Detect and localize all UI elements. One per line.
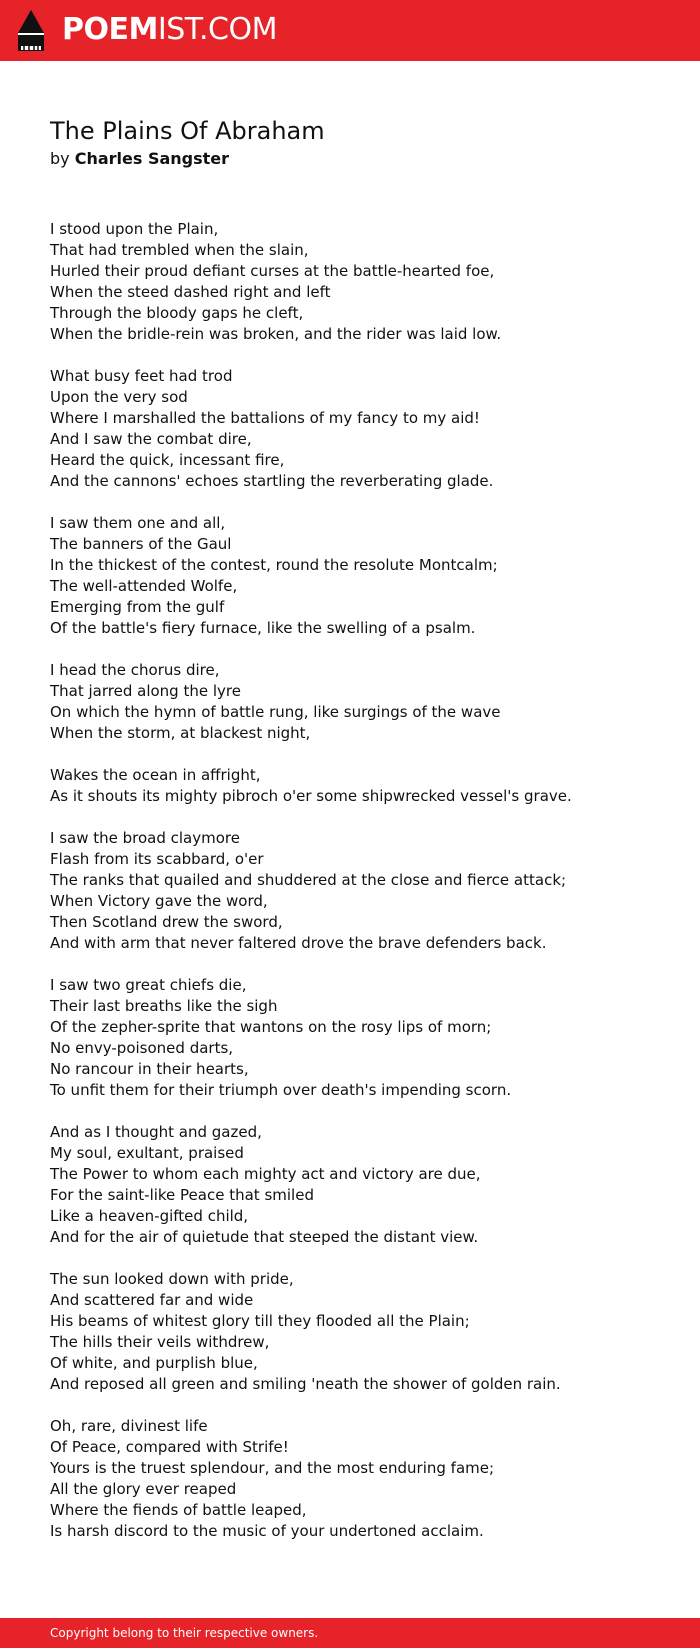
poem-line: On which the hymn of battle rung, like surgings of the wave: [50, 703, 501, 721]
poem-line: And I saw the combat dire,: [50, 430, 252, 448]
poem-line: No envy-poisoned darts,: [50, 1039, 234, 1057]
poem-line: That jarred along the lyre: [50, 682, 241, 700]
poem-line: What busy feet had trod: [50, 367, 233, 385]
poem-stanza: [50, 975, 670, 1101]
poem-line: Upon the very sod: [50, 388, 188, 406]
poem-line: Their last breaths like the sigh: [50, 997, 278, 1015]
poem-line: Of white, and purplish blue,: [50, 1354, 258, 1372]
by-label: by: [50, 149, 70, 168]
poem-line: When the storm, at blackest night,: [50, 724, 311, 742]
poem-stanza: [50, 828, 670, 954]
poem-line: To unfit them for their triumph over death's impending scorn.: [50, 1081, 512, 1099]
pencil-tip-icon: [17, 9, 45, 52]
poem-line: Of Peace, compared with Strife!: [50, 1438, 289, 1456]
poem-stanza: [50, 366, 670, 492]
site-header: [0, 0, 700, 61]
poem-line: Oh, rare, divinest life: [50, 1417, 208, 1435]
poem-line: And with arm that never faltered drove the brave defenders back.: [50, 934, 547, 952]
poem-line: Hurled their proud defiant curses at the battle-hearted foe,: [50, 262, 495, 280]
poem-line: Flash from its scabbard, o'er: [50, 850, 264, 868]
poem-line: Then Scotland drew the sword,: [50, 913, 283, 931]
poem-line: Where I marshalled the battalions of my fancy to my aid!: [50, 409, 480, 427]
poem-line: I head the chorus dire,: [50, 661, 220, 679]
poem-line: As it shouts its mighty pibroch o'er some shipwrecked vessel's grave.: [50, 787, 572, 805]
poem-stanza: [50, 1122, 670, 1248]
byline: [50, 147, 229, 171]
poem-line: And as I thought and gazed,: [50, 1123, 262, 1141]
site-footer: [0, 1618, 700, 1648]
poem-line: And the cannons' echoes startling the reverberating glade.: [50, 472, 494, 490]
poem-stanza: [50, 1269, 670, 1395]
poem-line: The banners of the Gaul: [50, 535, 232, 553]
poem-line: The well-attended Wolfe,: [50, 577, 238, 595]
poem-line: Emerging from the gulf: [50, 598, 225, 616]
poem-line: Where the fiends of battle leaped,: [50, 1501, 307, 1519]
poem-line: In the thickest of the contest, round the resolute Montcalm;: [50, 556, 498, 574]
poem-line: Like a heaven-gifted child,: [50, 1207, 249, 1225]
poem-title: The Plains Of Abraham: [50, 117, 325, 145]
poem-line: His beams of whitest glory till they flooded all the Plain;: [50, 1312, 470, 1330]
author-link[interactable]: Charles Sangster: [74, 149, 230, 168]
poem-stanza: [50, 1416, 670, 1542]
poem-line: And scattered far and wide: [50, 1291, 254, 1309]
copyright-text: Copyright belong to their respective owners.: [50, 1626, 319, 1640]
poem-line: I saw them one and all,: [50, 514, 226, 532]
poem-line: Of the zepher-sprite that wantons on the rosy lips of morn;: [50, 1018, 492, 1036]
poem-line: I stood upon the Plain,: [50, 220, 219, 238]
poem-line: The ranks that quailed and shuddered at the close and fierce attack;: [50, 871, 567, 889]
poem-body: [50, 219, 670, 1563]
poem-line: When the steed dashed right and left: [50, 283, 331, 301]
poem-line: All the glory ever reaped: [50, 1480, 237, 1498]
poem-line: I saw two great chiefs die,: [50, 976, 247, 994]
poem-line: When the bridle-rein was broken, and the rider was laid low.: [50, 325, 502, 343]
poem-line: That had trembled when the slain,: [50, 241, 309, 259]
poem-line: Of the battle's fiery furnace, like the swelling of a psalm.: [50, 619, 476, 637]
poem-line: And reposed all green and smiling 'neath the shower of golden rain.: [50, 1375, 561, 1393]
poem-line: For the saint-like Peace that smiled: [50, 1186, 314, 1204]
poem-line: Is harsh discord to the music of your undertoned acclaim.: [50, 1522, 484, 1540]
poem-line: I saw the broad claymore: [50, 829, 240, 847]
logo-light-text: IST.COM: [157, 12, 277, 47]
poem-line: The hills their veils withdrew,: [50, 1333, 270, 1351]
poem-line: Heard the quick, incessant fire,: [50, 451, 285, 469]
poem-line: The sun looked down with pride,: [50, 1270, 294, 1288]
poem-line: Wakes the ocean in affright,: [50, 766, 261, 784]
poem-stanza: [50, 219, 670, 345]
poem-line: When Victory gave the word,: [50, 892, 268, 910]
poem-line: No rancour in their hearts,: [50, 1060, 249, 1078]
poem-line: The Power to whom each mighty act and victory are due,: [50, 1165, 481, 1183]
poem-line: Through the bloody gaps he cleft,: [50, 304, 304, 322]
site-logo-text: [62, 12, 277, 48]
poem-stanza: [50, 660, 670, 744]
poem-line: My soul, exultant, praised: [50, 1144, 244, 1162]
poem-stanza: [50, 513, 670, 639]
poem-line: And for the air of quietude that steeped the distant view.: [50, 1228, 479, 1246]
poem-line: Yours is the truest splendour, and the most enduring fame;: [50, 1459, 495, 1477]
logo-bold-text: POEM: [62, 12, 158, 47]
poem-stanza: [50, 765, 670, 807]
